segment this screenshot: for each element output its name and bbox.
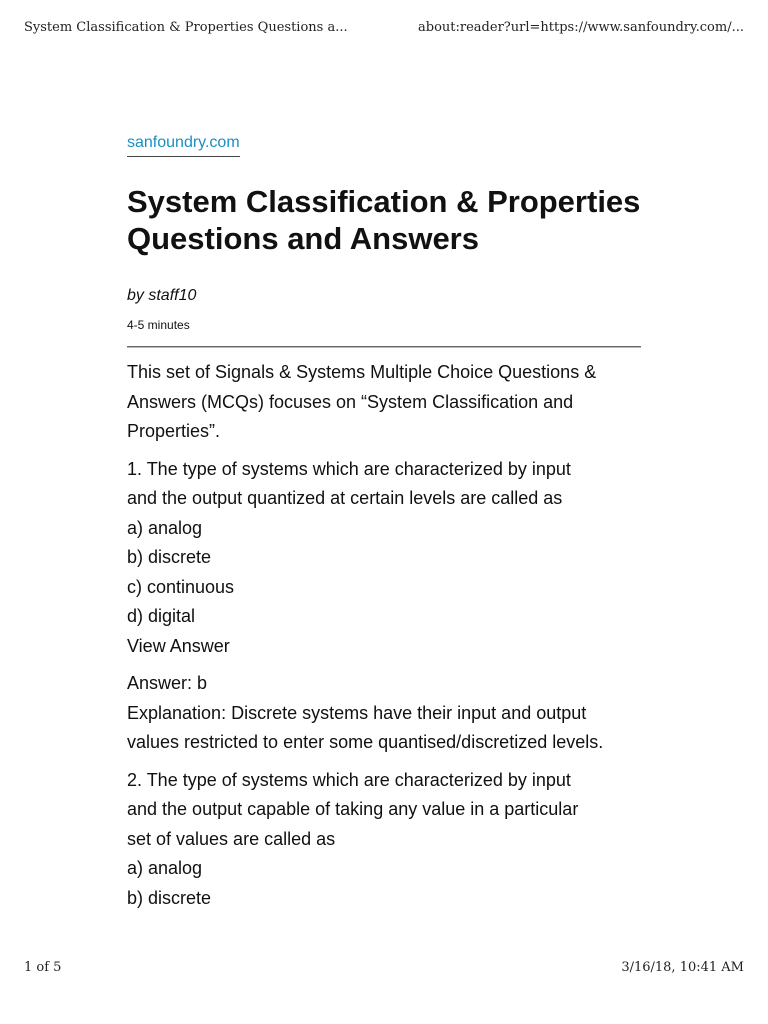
domain-link[interactable]: sanfoundry.com bbox=[127, 134, 240, 157]
question-line: 1. The type of systems which are characterized by input bbox=[127, 458, 571, 479]
option-a: a) analog bbox=[127, 858, 203, 878]
question-line: and the output quantized at certain levels are called as bbox=[127, 488, 563, 508]
print-footer bbox=[24, 960, 744, 975]
byline: by staff10 bbox=[127, 287, 197, 304]
question-line: and the output capable of taking any value in a particular bbox=[127, 799, 579, 819]
explanation-line: Explanation: Discrete systems have their input and output bbox=[127, 702, 587, 723]
header-divider bbox=[127, 346, 641, 348]
answer-1 bbox=[127, 669, 657, 758]
page-number: 1 of 5 bbox=[24, 960, 62, 975]
explanation-line: values restricted to enter some quantised/discretized levels. bbox=[127, 732, 604, 752]
article-content bbox=[127, 358, 657, 921]
page-title: System Classification & Properties Questions and Answers bbox=[127, 184, 641, 256]
reading-time: 4-5 minutes bbox=[127, 318, 190, 332]
intro-paragraph: This set of Signals & Systems Multiple Choice Questions & Answers (MCQs) focuses on “System Classification and Properties”. bbox=[127, 362, 597, 441]
print-header bbox=[24, 20, 744, 35]
print-timestamp: 3/16/18, 10:41 AM bbox=[621, 960, 744, 975]
answer-line: Answer: b bbox=[127, 673, 208, 693]
print-url: about:reader?url=https://www.sanfoundry.com/... bbox=[418, 20, 744, 35]
option-b: b) discrete bbox=[127, 547, 212, 567]
option-a: a) analog bbox=[127, 517, 203, 538]
view-answer-button[interactable]: View Answer bbox=[127, 635, 230, 656]
question-line: set of values are called as bbox=[127, 828, 336, 849]
print-page-title: System Classification & Properties Questions a... bbox=[24, 20, 348, 35]
question-2 bbox=[127, 766, 657, 914]
question-1 bbox=[127, 455, 657, 662]
option-d: d) digital bbox=[127, 606, 196, 626]
question-line: 2. The type of systems which are characterized by input bbox=[127, 769, 571, 790]
option-b: b) discrete bbox=[127, 887, 212, 908]
option-c: c) continuous bbox=[127, 576, 235, 597]
